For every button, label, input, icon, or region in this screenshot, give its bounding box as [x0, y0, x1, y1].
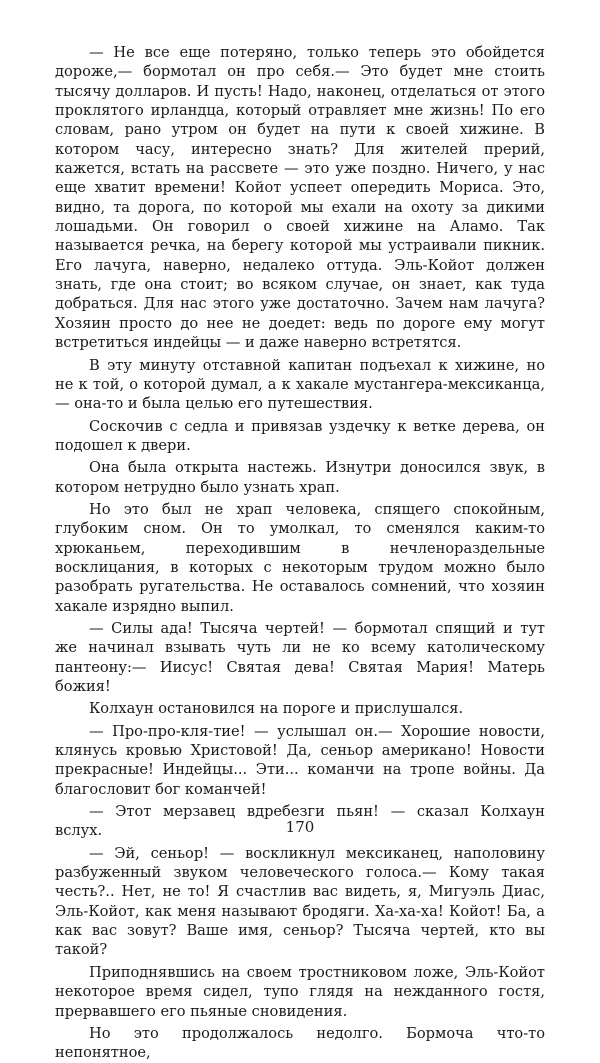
paragraph: — Силы ада! Тысяча чертей! — бормотал спящий и тут же начинал взывать чуть ли не ко всему католическому пантеону:— Иисус! Святая дева! Святая Мария! Матерь божия! — [55, 619, 545, 695]
paragraph: Она была открыта настежь. Изнутри доносился звук, в котором нетрудно было узнать храп. — [55, 459, 545, 496]
paragraph: Приподнявшись на своем тростниковом ложе, Эль-Койот некоторое время сидел, тупо глядя на нежданного гостя, прервавшего его пьяные сновидения. — [55, 963, 545, 1020]
paragraph: — Не все еще потеряно, только теперь это обойдется дороже,— бормотал он про себя.— Это будет мне стоить тысячу долларов. И пусть! Надо, наконец, отделаться от этого проклятого ирландца, который отравляет мне жизнь! По его словам, рано утром он будет на пути к своей хижине. В котором часу, интересно знать? Для жителей прерий, кажется, встать на рассвете — это уже поздно. Ничего, у нас еще хватит времени! Койот успеет опередить Мориса. Это, видно, та дорога, по которой мы ехали на охоту за дикими лошадьми. Он говорил о своей хижине на Аламо. Так называется речка, на берегу которой мы устраивали пикник. Его лачуга, наверно, недалеко оттуда. Эль-Койот должен знать, где она стоит; во всяком случае, он знает, как туда добраться. Для нас этого уже достаточно. Зачем нам лачуга? Хозяин просто до нее не доедет: ведь по дороге ему могут встретиться индейцы — и даже наверно встретятся. — [55, 44, 545, 352]
paragraph: — Эй, сеньор! — воскликнул мексиканец, наполовину разбуженный звуком человеческого голоса.— Кому такая честь?.. Нет, не то! Я счастлив вас видеть, я, Мигуэль Диас, Эль-Койот, как меня называют бродяги. Ха-ха-ха! Койот! Ба, а как вас зовут? Ваше имя, сеньор? Тысяча чертей, кто вы такой? — [55, 844, 545, 959]
paragraph: — Этот мерзавец вдребезги пьян! — сказал Колхаун вслух. — [55, 803, 545, 840]
paragraph: Но это был не храп человека, спящего спокойным, глубоким сном. Он то умолкал, то сменялся каким-то хрюканьем, переходившим в нечленораздельные восклицания, в которых с некоторым трудом можно было разобрать ругательства. Не оставалось сомнений, что хозяин хакале изрядно выпил. — [55, 500, 545, 615]
page-body — [55, 43, 545, 1063]
paragraph: Но это продолжалось недолго. Бормоча что-то непонятное, — [55, 1024, 545, 1062]
paragraph: В эту минуту отставной капитан подъехал к хижине, но не к той, о которой думал, а к хакале мустангера-мексиканца,— она-то и была целью его путешествия. — [55, 356, 545, 413]
page-number: 170 — [285, 818, 315, 836]
paragraph: — Про-про-кля-тие! — услышал он.— Хорошие новости, клянусь кровью Христовой! Да, сеньор американо! Новости прекрасные! Индейцы... Эти... команчи на тропе войны. Да благословит бог команчей! — [55, 722, 545, 798]
paragraph: Соскочив с седла и привязав уздечку к ветке дерева, он подошел к двери. — [55, 417, 545, 454]
paragraph: Колхаун остановился на пороге и прислушался. — [89, 700, 464, 718]
